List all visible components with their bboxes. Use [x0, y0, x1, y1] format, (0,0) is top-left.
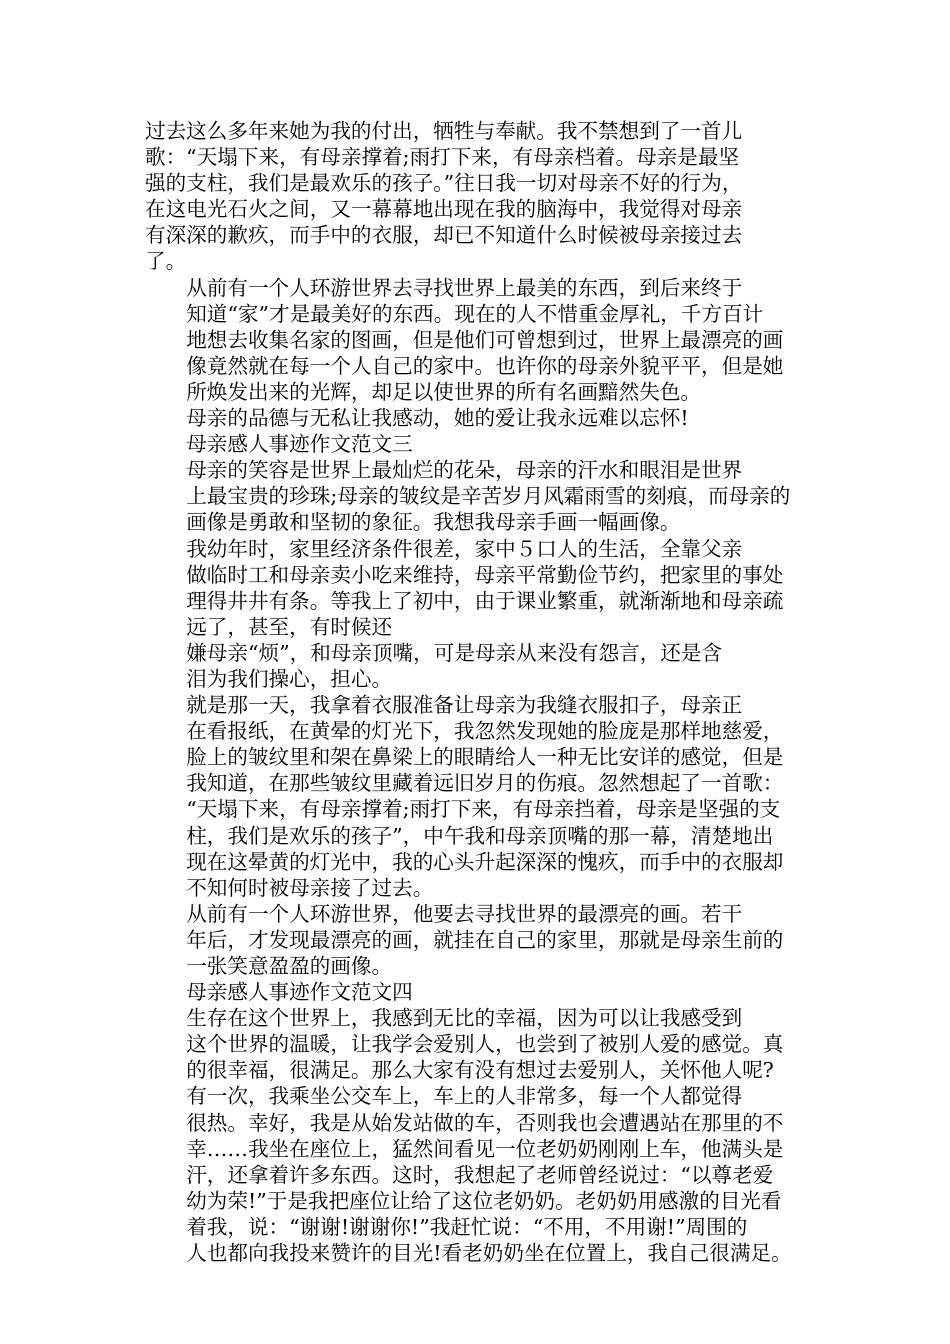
text-line: 在看报纸，在黄晕的灯光下，我忽然发现她的脸庞是那样地慈爱， [186, 719, 784, 744]
paragraph [145, 536, 810, 640]
text-line: 生存在这个世界上，我感到无比的幸福，因为可以让我感受到 [186, 1006, 743, 1031]
text-line: 在这电光石火之间，又一幕幕地出现在我的脑海中，我觉得对母亲 [145, 197, 743, 222]
paragraph [145, 405, 810, 431]
text-line: 人也都向我投来赞许的目光!看老奶奶坐在位置上，我自己很满足。 [186, 1241, 792, 1266]
text-line: 嫌母亲“烦”，和母亲顶嘴，可是母亲从来没有怨言，还是含 [186, 640, 723, 665]
text-line: 我知道，在那些皱纹里藏着远旧岁月的伤痕。忽然想起了一首歌： [186, 771, 784, 796]
text-line: 歌：“天塌下来，有母亲撑着;雨打下来，有母亲档着。母亲是最坚 [145, 145, 740, 170]
text-line: 泪为我们操心，担心。 [186, 666, 393, 691]
text-line: 母亲的笑容是世界上最灿烂的花朵，母亲的汗水和眼泪是世界 [186, 458, 743, 483]
text-line: 着我，说：“谢谢!谢谢你!”我赶忙说：“不用，不用谢!”周围的 [186, 1214, 748, 1239]
paragraph [145, 118, 810, 275]
text-line: 从前有一个人环游世界，他要去寻找世界的最漂亮的画。若干 [186, 901, 743, 926]
text-line: 地想去收集名家的图画，但是他们可曾想到过，世界上最漂亮的画 [186, 327, 784, 352]
paragraph [145, 275, 810, 405]
document-body [145, 118, 810, 1266]
text-line: 画像是勇敢和坚韧的象征。我想我母亲手画一幅画像。 [186, 510, 681, 535]
text-line: 脸上的皱纹里和架在鼻梁上的眼睛给人一种无比安详的感觉，但是 [186, 745, 784, 770]
text-line: 过去这么多年来她为我的付出，牺牲与奉献。我不禁想到了一首儿 [145, 119, 743, 143]
text-line: 幼为荣!”于是我把座位让给了这位老奶奶。老奶奶用感激的目光看 [186, 1188, 782, 1213]
text-line: 的很幸福，很满足。那么大家有没有想过去爱别人，关怀他人呢? [186, 1058, 774, 1083]
text-line: 像竟然就在每一个人自己的家中。也许你的母亲外貌平平，但是她 [186, 353, 784, 378]
paragraph [145, 1083, 810, 1266]
text-line: 上最宝贵的珍珠;母亲的皱纹是辛苦岁月风霜雨雪的刻痕，而母亲的 [186, 484, 791, 509]
text-line: 母亲感人事迹作文范文四 [186, 980, 413, 1005]
paragraph [145, 640, 810, 692]
text-line: 母亲的品德与无私让我感动，她的爱让我永远难以忘怀! [186, 406, 689, 431]
text-line: 这个世界的温暖，让我学会爱别人，也尝到了被别人爱的感觉。真 [186, 1032, 784, 1057]
text-line: 很热。幸好，我是从始发站做的车，否则我也会遭遇站在那里的不 [186, 1110, 784, 1135]
text-line: 就是那一天，我拿着衣服准备让母亲为我缝衣服扣子，母亲正 [186, 693, 743, 718]
paragraph [145, 979, 810, 1005]
text-line: 幸……我坐在座位上，猛然间看见一位老奶奶刚刚上车，他满头是 [186, 1136, 784, 1161]
text-line: 有一次，我乘坐公交车上，车上的人非常多，每一个人都觉得 [186, 1084, 743, 1109]
paragraph [145, 431, 810, 457]
text-line: 一张笑意盈盈的画像。 [186, 954, 393, 978]
text-line: 理得井井有条。等我上了初中，由于课业繁重，就渐渐地和母亲疏 [186, 588, 784, 613]
text-line: 做临时工和母亲卖小吃来维持，母亲平常勤俭节约，把家里的事处 [186, 562, 784, 587]
paragraph [145, 457, 810, 535]
text-line: 所焕发出来的光辉，却足以使世界的所有名画黯然失色。 [186, 379, 702, 404]
text-line: 母亲感人事迹作文范文三 [186, 432, 413, 457]
text-line: 汗，还拿着许多东西。这时，我想起了老师曾经说过：“以尊老爱 [186, 1162, 774, 1187]
text-line: 柱，我们是欢乐的孩子”，中午我和母亲顶嘴的那一幕，清楚地出 [186, 823, 774, 848]
text-line: 知道“家”才是最美好的东西。现在的人不惜重金厚礼，千方百计 [186, 301, 764, 326]
paragraph [145, 1005, 810, 1083]
text-line: 远了，甚至，有时候还 [186, 614, 393, 639]
text-line: 现在这晕黄的灯光中，我的心头升起深深的愧疚，而手中的衣服却 [186, 849, 784, 874]
text-line: 有深深的歉疚，而手中的衣服，却已不知道什么时候被母亲接过去 [145, 223, 743, 248]
text-line: 年后，才发现最漂亮的画，就挂在自己的家里，那就是母亲生前的 [186, 927, 784, 952]
text-line: “天塌下来，有母亲撑着;雨打下来，有母亲挡着，母亲是坚强的支 [186, 797, 781, 822]
text-line: 了。 [145, 249, 187, 274]
text-line: 我幼年时，家里经济条件很差，家中５口人的生活，全靠父亲 [186, 536, 743, 561]
paragraph [145, 692, 810, 901]
text-line: 强的支柱，我们是最欢乐的孩子。”往日我一切对母亲不好的行为， [145, 171, 743, 196]
text-line: 从前有一个人环游世界去寻找世界上最美的东西，到后来终于 [186, 275, 743, 300]
paragraph [145, 901, 810, 979]
text-line: 不知何时被母亲接了过去。 [186, 875, 434, 900]
